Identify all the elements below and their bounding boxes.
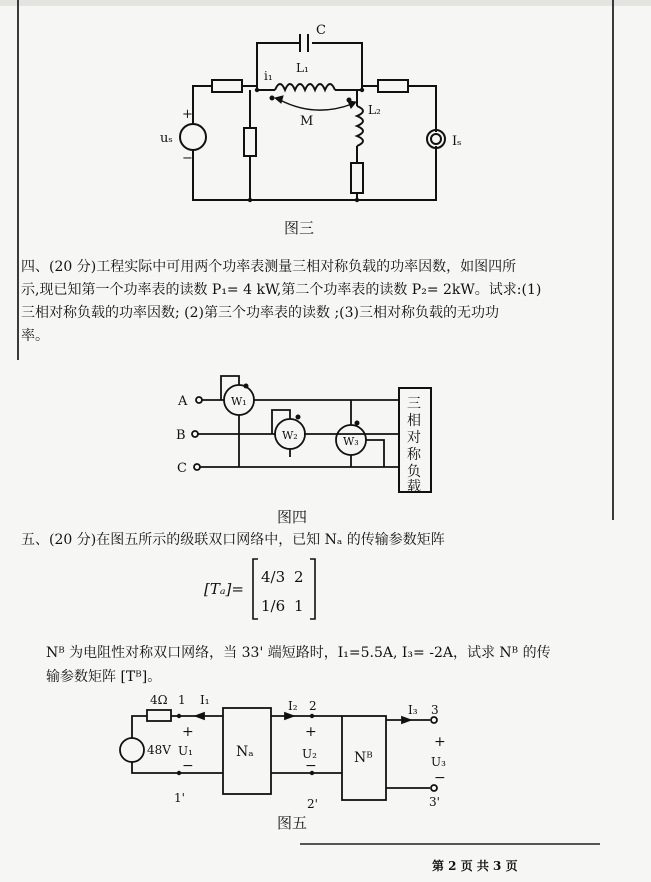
label-nb: Nᴮ xyxy=(354,750,373,766)
label-4ohm: 4Ω xyxy=(150,693,168,707)
load-char-1: 三 xyxy=(407,396,421,412)
label-u3: U₃ xyxy=(431,755,446,769)
q5-line-3: 输参数矩阵 [Tᴮ]。 xyxy=(46,669,162,685)
label-i1: I₁ xyxy=(200,693,210,707)
matrix-a11: 4/3 xyxy=(261,568,286,586)
label-u1: U₁ xyxy=(178,744,193,758)
wattmeter-3-label: W₃ xyxy=(343,435,359,448)
label-phase-b: B xyxy=(176,428,186,443)
label-na: Nₐ xyxy=(236,744,254,760)
label-plus-u1: + xyxy=(182,724,194,740)
q5-line-1: 五、(20 分)在图五所示的级联双口网络中，已知 Nₐ 的传输参数矩阵 xyxy=(21,532,445,548)
label-plus: + xyxy=(182,107,193,122)
label-minus-u3: − xyxy=(434,770,446,786)
label-i1: i₁ xyxy=(264,69,273,83)
matrix-a22: 1 xyxy=(294,597,304,615)
label-i2: I₂ xyxy=(288,699,298,713)
q4-line-1: 四、(20 分)工程实际中可用两个功率表测量三相对称负载的功率因数，如图四所 xyxy=(21,259,517,275)
load-char-6: 载 xyxy=(407,479,421,495)
q5-line-2: Nᴮ 为电阻性对称双口网络，当 33' 端短路时，I₁=5.5A, I₃= -2A，试求 Nᴮ 的传 xyxy=(46,645,551,661)
wattmeter-1-label: W₁ xyxy=(231,395,247,408)
matrix-lhs: [Tₐ]= xyxy=(204,580,244,598)
load-char-3: 对 xyxy=(407,430,421,446)
matrix-a21: 1/6 xyxy=(261,597,286,615)
label-plus-u2: + xyxy=(305,724,317,740)
label-node-3: 3 xyxy=(431,703,439,717)
label-phase-c: C xyxy=(177,461,187,476)
label-c: C xyxy=(316,23,326,38)
page-border-bottom xyxy=(300,843,600,845)
label-node-1: 1 xyxy=(178,693,186,707)
label-us: uₛ xyxy=(160,131,173,146)
page-footer: 第 2 页 共 3 页 xyxy=(432,859,518,873)
label-l1: L₁ xyxy=(296,61,309,75)
label-48v: 48V xyxy=(147,743,171,757)
label-node-3p: 3' xyxy=(429,795,440,809)
matrix-a12: 2 xyxy=(294,568,304,586)
label-u2: U₂ xyxy=(302,747,317,761)
polarity-dot xyxy=(270,96,275,101)
label-l2: L₂ xyxy=(368,103,381,117)
figure-5-caption: 图五 xyxy=(277,814,308,832)
label-minus-u1: − xyxy=(182,758,194,774)
ta-matrix xyxy=(200,555,330,625)
label-node-2p: 2' xyxy=(307,797,318,811)
label-node-2: 2 xyxy=(309,699,317,713)
label-m: M xyxy=(300,114,314,129)
polarity-dot xyxy=(347,98,352,103)
load-char-2: 相 xyxy=(407,413,421,429)
label-i3: I₃ xyxy=(408,703,418,717)
label-is: Iₛ xyxy=(452,134,462,149)
label-minus: − xyxy=(182,151,193,166)
label-node-1p: 1' xyxy=(174,791,185,805)
q4-line-2: 示,现已知第一个功率表的读数 P₁= 4 kW,第二个功率表的读数 P₂= 2kW。试求:(1) xyxy=(21,282,542,298)
q4-line-3: 三相对称负载的功率因数; (2)第三个功率表的读数 ;(3)三相对称负载的无功功 xyxy=(21,305,499,321)
figure-3-circuit xyxy=(0,0,651,240)
figure-5-circuit xyxy=(0,690,651,840)
load-char-4: 称 xyxy=(407,447,421,463)
load-char-5: 负 xyxy=(407,464,421,480)
figure-3-caption: 图三 xyxy=(284,219,315,237)
figure-4-caption: 图四 xyxy=(277,508,308,526)
wattmeter-2-label: W₂ xyxy=(282,429,298,442)
label-plus-u3: + xyxy=(434,734,446,750)
figure-4-circuit xyxy=(0,360,651,530)
label-phase-a: A xyxy=(178,394,188,409)
q4-line-4: 率。 xyxy=(21,328,49,344)
label-minus-u2: − xyxy=(305,758,317,774)
